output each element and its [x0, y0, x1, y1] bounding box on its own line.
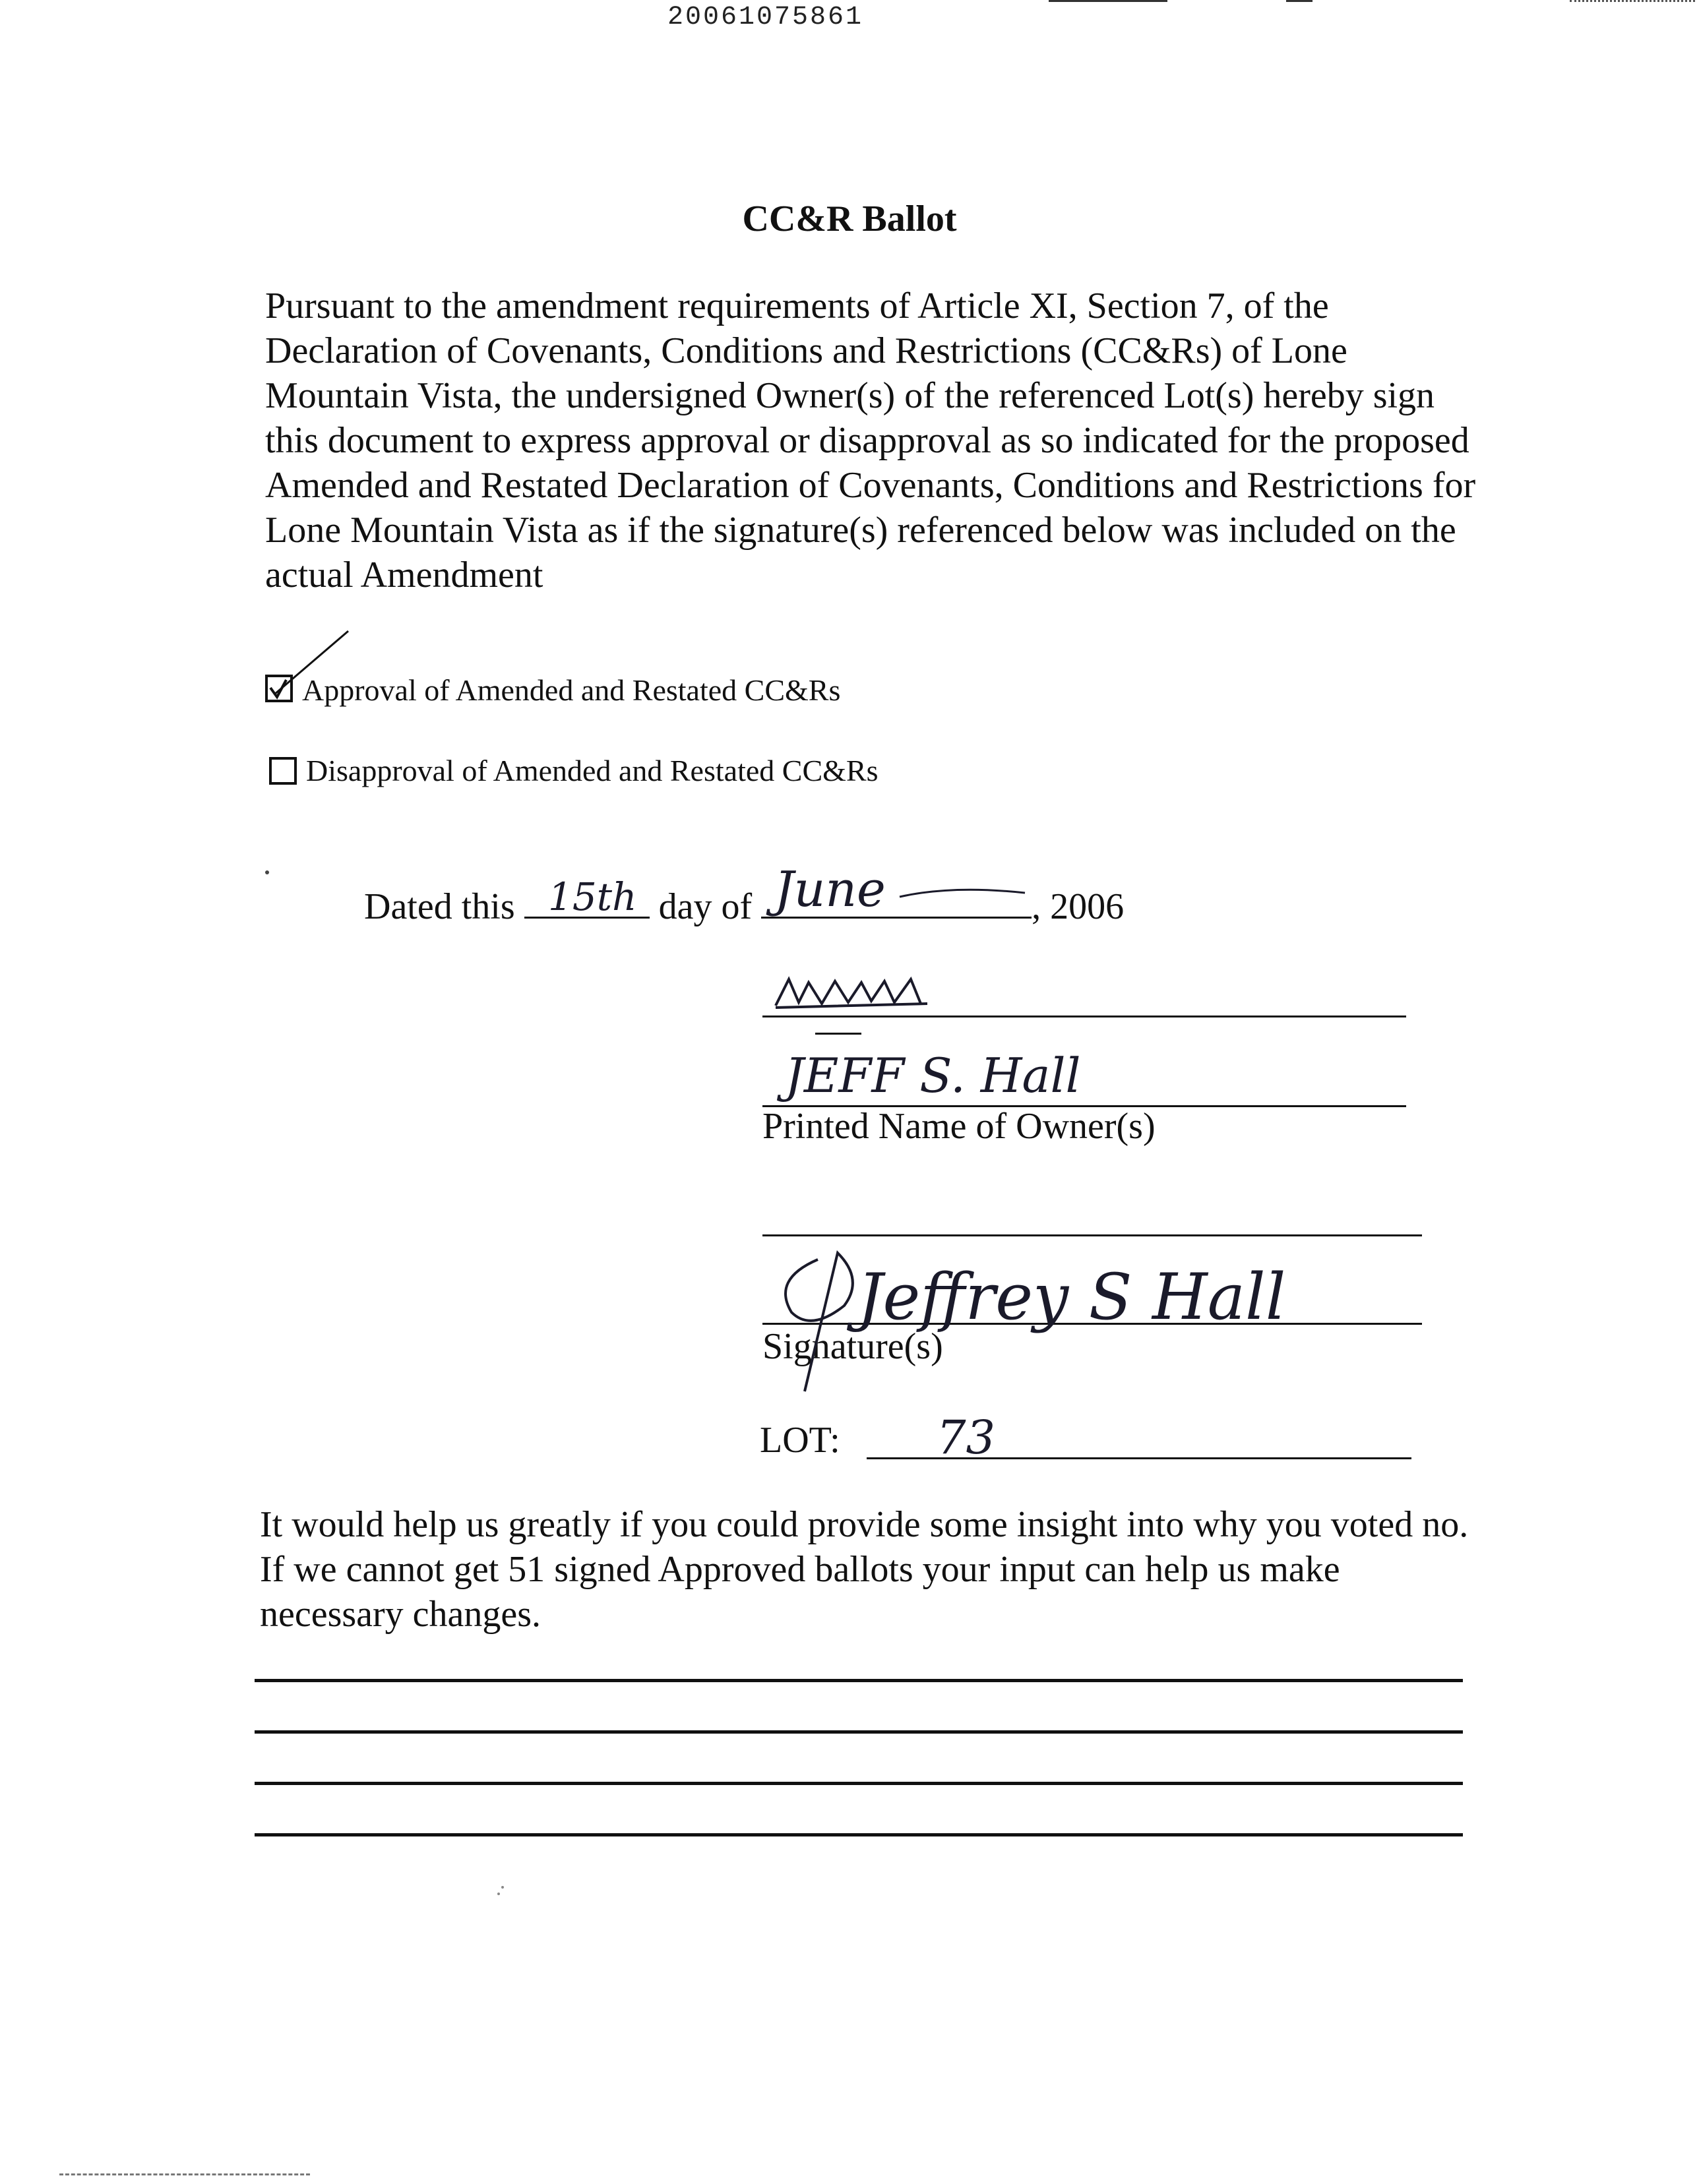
approval-label: Approval of Amended and Restated CC&Rs — [302, 673, 841, 707]
dated-year: , 2006 — [1032, 886, 1125, 927]
month-handwriting — [761, 845, 1038, 918]
comment-line-2[interactable] — [255, 1730, 1463, 1734]
comment-line-3[interactable] — [255, 1782, 1463, 1785]
owner-line-1 — [762, 1016, 1406, 1017]
header-dots — [1570, 0, 1695, 4]
printed-name-handwriting — [778, 1039, 1240, 1105]
scribble-icon — [762, 969, 987, 1016]
comment-line-4[interactable] — [255, 1833, 1463, 1836]
header-rule — [1049, 0, 1167, 2]
disapproval-label: Disapproval of Amended and Restated CC&Rs — [306, 754, 879, 787]
approval-checkbox[interactable] — [265, 675, 293, 702]
handwriting-stroke — [815, 1033, 861, 1035]
disapproval-option[interactable] — [269, 753, 879, 788]
printed-name-field[interactable] — [778, 1039, 1240, 1108]
footer-dash — [59, 2173, 310, 2177]
day-field[interactable] — [524, 874, 650, 919]
svg-text:June: June — [774, 861, 886, 918]
disapproval-checkbox[interactable] — [269, 757, 297, 785]
svg-text:15th: 15th — [547, 874, 637, 919]
comment-line-1[interactable] — [255, 1679, 1463, 1682]
dated-prefix: Dated this — [364, 886, 515, 927]
lot-handwriting — [923, 1405, 1055, 1464]
check-mark-icon — [265, 675, 293, 702]
svg-text:JEFF S. Hall: JEFF S. Hall — [785, 1048, 1081, 1103]
owner-initials-scribble — [762, 969, 987, 1019]
lot-label: LOT: — [760, 1420, 840, 1461]
approval-option[interactable] — [265, 673, 840, 708]
dated-line — [364, 861, 1125, 928]
intro-paragraph: Pursuant to the amendment requirements of Article XI, Section 7, of the Declaration of Covenants, Conditions and Restrictions (CC&Rs) of Lone Mountain Vista, the undersigned Owner(s) of the referenced Lot(s) hereby sign this document to express approval or disapproval as so indicated for the proposed Amended and Restated Declaration of Covenants, Conditions and Restrictions for Lone Mountain Vista as if the signature(s) referenced below was included on the actual Amendment — [265, 286, 1476, 595]
lot-field[interactable] — [923, 1405, 1055, 1467]
header-rule — [1286, 0, 1313, 2]
stray-mark — [265, 870, 269, 874]
document-number: 20061075861 — [667, 3, 864, 32]
printed-name-label: Printed Name of Owner(s) — [762, 1106, 1156, 1147]
svg-text:Jeffrey S Hall: Jeffrey S Hall — [857, 1260, 1286, 1334]
day-handwriting — [524, 864, 650, 917]
scan-speck — [501, 1886, 504, 1889]
month-field[interactable] — [761, 861, 1032, 919]
signature-label: Signature(s) — [762, 1326, 943, 1367]
signature-field[interactable] — [765, 1220, 1286, 1401]
svg-text:73: 73 — [937, 1410, 996, 1465]
ballot-title: CC&R Ballot — [742, 198, 957, 239]
dated-middle: day of — [658, 886, 753, 927]
scan-speck — [497, 1893, 500, 1895]
signature-handwriting — [765, 1220, 1286, 1398]
closing-paragraph: It would help us greatly if you could provide some insight into why you voted no. If we cannot get 51 signed Approved ballots your input can help us make necessary changes. — [260, 1504, 1469, 1635]
